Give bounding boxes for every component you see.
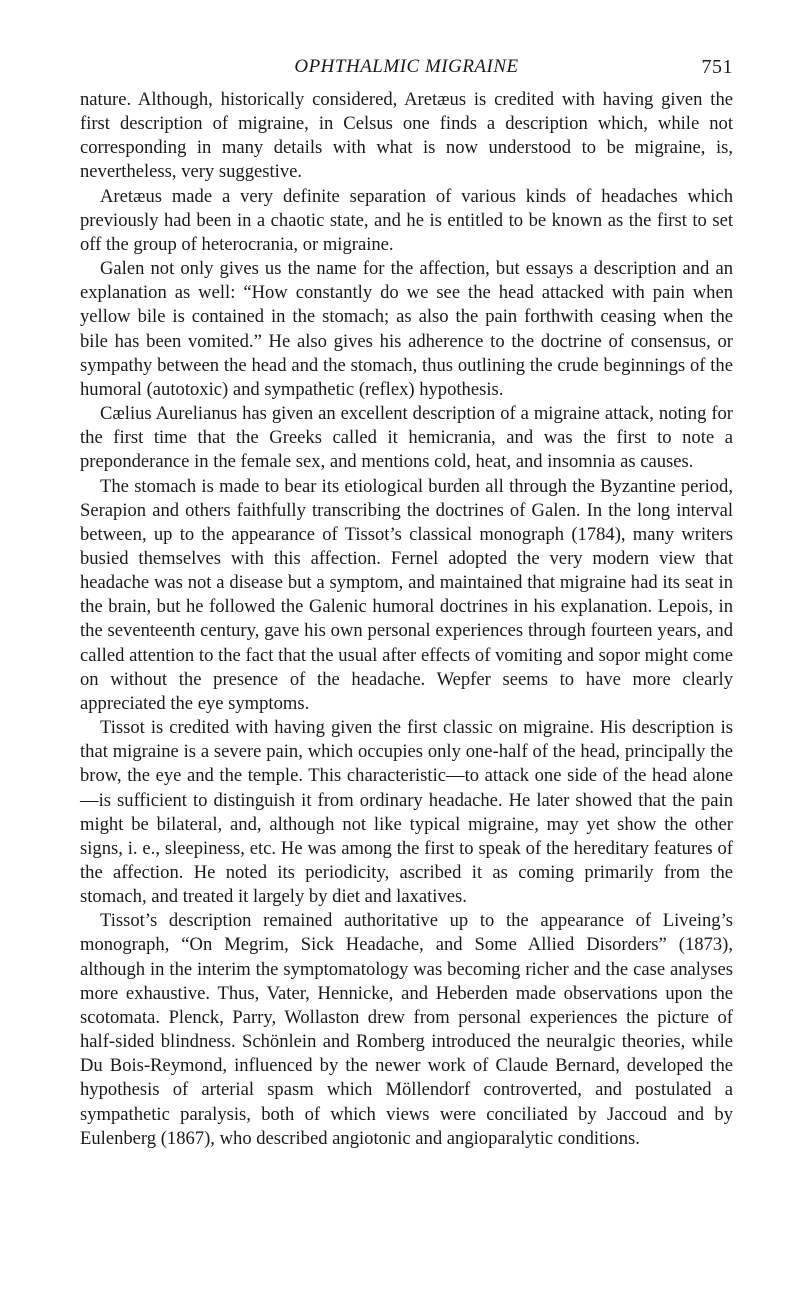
paragraph: The stomach is made to bear its etiological burden all through the Byzantine period, Serapion and others faithfully transcribing the doctrines of Galen. In the long interval between, up to the appearance of Tissot’s classical monograph (1784), many writers busied themselves with this affection. Fernel adopted the very modern view that headache was not a disease but a symptom, and maintained that migraine had its seat in the brain, but he followed the Galenic humoral doctrines in his explanation. Lepois, in the seventeenth century, gave his own personal experiences through fourteen years, and called attention to the fact that the usual after effects of vomiting and sopor might come on without the presence of the headache. Wepfer seems to have more clearly appreciated the eye symptoms. <box>80 475 733 714</box>
running-title: OPHTHALMIC MIGRAINE <box>294 56 519 77</box>
paragraph: Tissot’s description remained authoritative up to the appearance of Liveing’s monograph, “On Megrim, Sick Headache, and Some Allied Disorders” (1873), although in the interim the symptomatology was becoming richer and the case analyses more exhaustive. Thus, Vater, Hennicke, and Heberden made observations upon the scotomata. Plenck, Parry, Wollaston drew from personal experiences the picture of half-sided blindness. Schönlein and Romberg introduced the neuralgic theories, while Du Bois-Reymond, influenced by the newer work of Claude Bernard, developed the hypothesis of arterial spasm which Möllendorf controverted, and postulated a sympathetic paralysis, both of which views were conciliated by Jaccoud and by Eulenberg (1867), who described angiotonic and angioparalytic conditions. <box>80 910 733 1149</box>
paragraph: nature. Although, historically considered, Aretæus is credited with having given the first description of migraine, in Celsus one finds a description which, while not corresponding in many details with what is now understood to be migraine, is, nevertheless, very suggestive. <box>80 89 733 183</box>
page-number: 751 <box>701 56 733 78</box>
running-head <box>80 48 733 88</box>
paragraph: Aretæus made a very definite separation of various kinds of headaches which previously had been in a chaotic state, and he is entitled to be known as the first to set off the group of heterocrania, or migraine. <box>80 185 733 255</box>
paragraph: Galen not only gives us the name for the affection, but essays a description and an explanation as well: “How constantly do we see the head attacked with pain when yellow bile is contained in the stomach; as also the pain forthwith ceasing when the bile has been vomited.” He also gives his adherence to the doctrine of consensus, or sympathy between the head and the stomach, thus outlining the crude beginnings of the humoral (autotoxic) and sympathetic (reflex) hypothesis. <box>80 258 733 400</box>
paragraph: Tissot is credited with having given the first classic on migraine. His description is that migraine is a severe pain, which occupies only one-half of the head, principally the brow, the eye and the temple. This characteristic—to attack one side of the head alone—is sufficient to distinguish it from ordinary headache. He later showed that the pain might be bilateral, and, although not like typical migraine, may yet show the other signs, i. e., sleepiness, etc. He was among the first to speak of the hereditary features of the affection. He noted its periodicity, ascribed it as coming primarily from the stomach, and treated it largely by diet and laxatives. <box>80 717 733 908</box>
book-page <box>80 48 733 1151</box>
body-text <box>80 88 733 1151</box>
paragraph: Cælius Aurelianus has given an excellent description of a migraine attack, noting for the first time that the Greeks called it hemicrania, and was the first to note a preponderance in the female sex, and mentions cold, heat, and insomnia as causes. <box>80 403 733 473</box>
